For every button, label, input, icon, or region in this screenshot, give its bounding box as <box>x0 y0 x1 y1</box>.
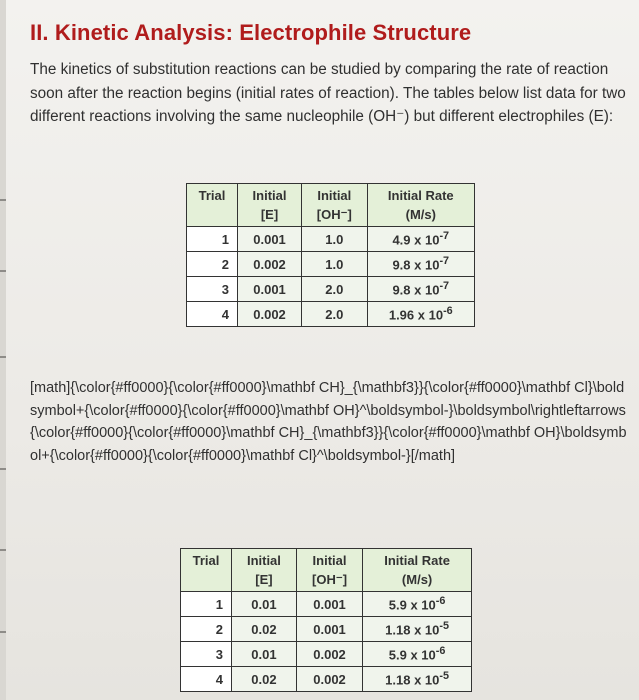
cell-rate: 4.9 x $10^{-7}$ <box>367 227 474 252</box>
cell-trial: 4 <box>181 667 232 692</box>
cell-trial: 3 <box>181 642 232 667</box>
section-title: II. Kinetic Analysis: Electrophile Structure <box>30 20 472 45</box>
cell-oh: 2.0 <box>302 277 368 302</box>
cell-e: 0.01 <box>232 642 297 667</box>
cell-e: 0.002 <box>238 302 302 327</box>
cell-trial: 2 <box>187 252 238 277</box>
cell-oh: 0.001 <box>296 592 362 617</box>
table-header-row <box>181 549 472 592</box>
cell-rate: 5.9 x $10^{-6}$ <box>363 592 472 617</box>
header-trial: Trial <box>181 549 232 592</box>
table-row <box>187 227 475 252</box>
cell-e: 0.002 <box>238 252 302 277</box>
cell-e: 0.01 <box>232 592 297 617</box>
cell-oh: 0.001 <box>296 617 362 642</box>
kinetics-table-1 <box>186 183 475 327</box>
table-row <box>181 617 472 642</box>
cell-rate: 5.9 x $10^{-6}$ <box>363 642 472 667</box>
edge-marker <box>0 270 6 272</box>
header-trial: Trial <box>187 184 238 227</box>
cell-oh: 0.002 <box>296 667 362 692</box>
table-row <box>187 302 475 327</box>
header-initial-e: Initial [E] <box>238 184 302 227</box>
edge-marker <box>0 199 6 201</box>
cell-oh: 1.0 <box>302 227 368 252</box>
table-header-row <box>187 184 475 227</box>
page-left-edge <box>0 0 6 700</box>
cell-trial: 2 <box>181 617 232 642</box>
header-initial-e: Initial [E] <box>232 549 297 592</box>
cell-trial: 3 <box>187 277 238 302</box>
cell-e: 0.001 <box>238 227 302 252</box>
edge-marker <box>0 356 6 358</box>
cell-oh: 2.0 <box>302 302 368 327</box>
cell-oh: 0.002 <box>296 642 362 667</box>
cell-trial: 1 <box>181 592 232 617</box>
cell-rate: 9.8 x $10^{-7}$ <box>367 252 474 277</box>
cell-rate: 9.8 x $10^{-7}$ <box>367 277 474 302</box>
math-markup-text: [math]{\color{#ff0000}{\color{#ff0000}\mathbf CH}_{\mathbf3}}{\color{#ff0000}\mathbf Cl}\boldsymbol+{\color{#ff0000}{\color{#ff0000}\mathbf OH}^\boldsymbol-}\boldsymbol\rightleftarrows{\color{#ff0000}{\color{#ff0000}\mathbf CH}_{\mathbf3}}{\color{#ff0000}\mathbf OH}\boldsymbol+{\color{#ff0000}{\color{#ff0000}\mathbf Cl}^\boldsymbol-}[/math] <box>30 380 627 464</box>
header-initial-oh: Initial [OH⁻] <box>302 184 368 227</box>
header-initial-rate: Initial Rate (M/s) <box>363 549 472 592</box>
cell-e: 0.02 <box>232 667 297 692</box>
table-row <box>187 277 475 302</box>
table-row <box>181 642 472 667</box>
table-row <box>181 667 472 692</box>
header-initial-oh: Initial [OH⁻] <box>296 549 362 592</box>
cell-rate: 1.18 x $10^{-5}$ <box>363 617 472 642</box>
intro-paragraph: The kinetics of substitution reactions can be studied by comparing the rate of reaction soon after the reaction begins (initial rates of reaction). The tables below list data for two different reactions involving the same nucleophile (OH⁻) but different electrophiles (E): <box>30 61 626 125</box>
cell-e: 0.001 <box>238 277 302 302</box>
kinetics-table-2 <box>180 548 472 692</box>
table-row <box>181 592 472 617</box>
edge-marker <box>0 549 6 551</box>
table-row <box>187 252 475 277</box>
edge-marker <box>0 631 6 633</box>
edge-marker <box>0 468 6 470</box>
cell-rate: 1.96 x $10^{-6}$ <box>367 302 474 327</box>
cell-e: 0.02 <box>232 617 297 642</box>
header-initial-rate: Initial Rate (M/s) <box>367 184 474 227</box>
cell-rate: 1.18 x $10^{-5}$ <box>363 667 472 692</box>
cell-oh: 1.0 <box>302 252 368 277</box>
cell-trial: 4 <box>187 302 238 327</box>
cell-trial: 1 <box>187 227 238 252</box>
